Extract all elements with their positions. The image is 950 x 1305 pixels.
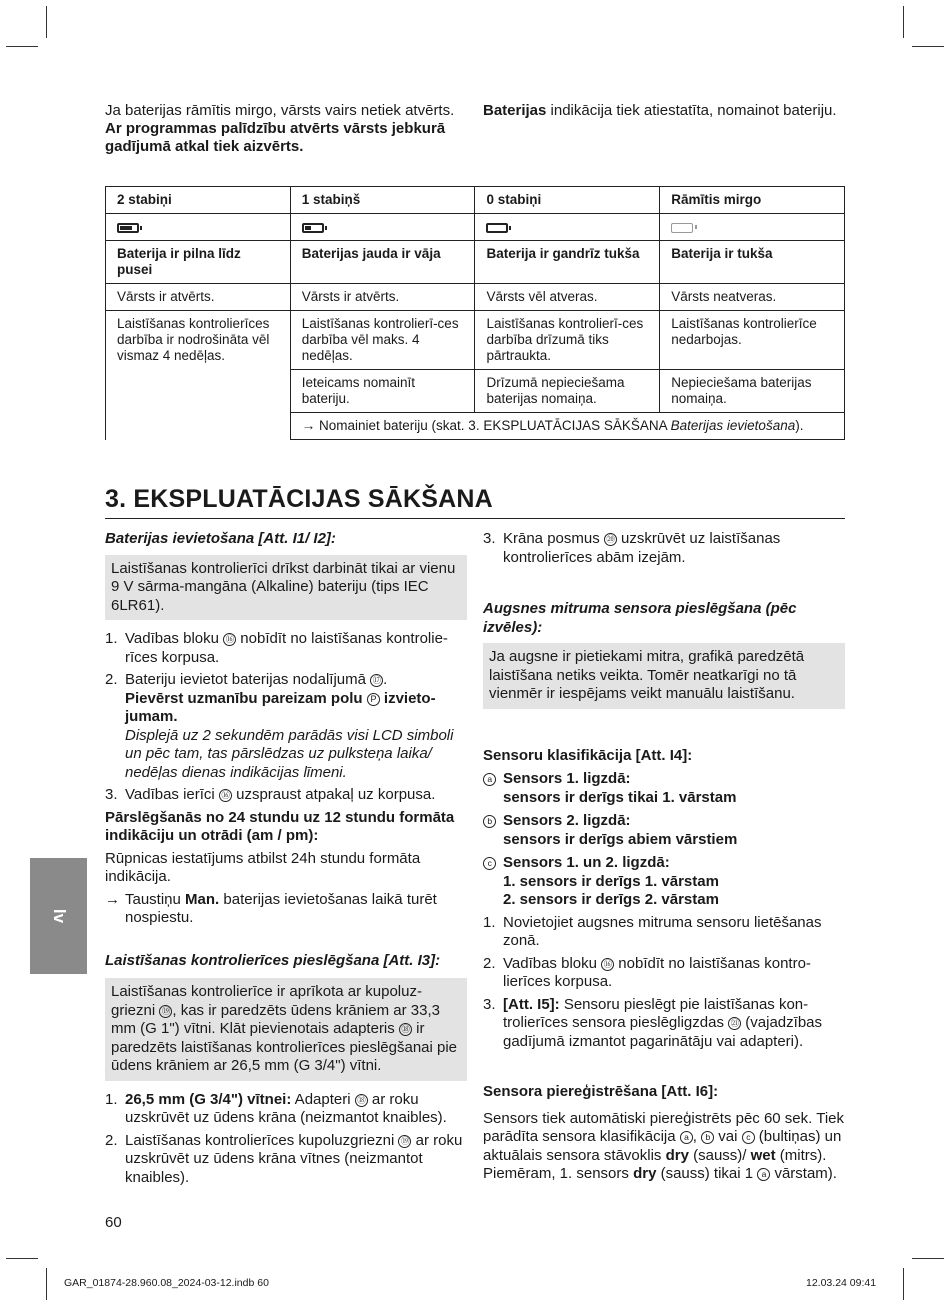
text: Sensoru pieslēgt pie laistīšanas kon-trolierīces sensora pieslēgligzdas [503,995,809,1031]
text: Bateriju ievietot baterijas nodalījumā [125,671,371,688]
class-a-icon: a [483,773,496,786]
list-item [105,671,467,782]
footer-date: 12.03.24 09:41 [806,1277,877,1289]
text: ar roku uzskrūvēt uz ūdens krāna vītnes (neizmantot knaibles). [125,1131,463,1186]
crop-mark [903,6,904,38]
list-item [483,914,845,951]
text: Adapteri [291,1090,355,1108]
table-cell: Laistīšanas kontrolierīce nedarbojas. [660,311,845,370]
ref-16-icon: ⑯ [601,958,614,971]
ref-21-icon: ㉑ [728,1017,741,1030]
text: uzskrūvēt uz laistīšanas kontrolierīces abām izejām. [503,530,781,566]
text: nobīdīt no laistīšanas kontro-lierīces korpusa. [503,954,811,990]
list-text [503,770,845,807]
text: (sauss)/ [688,1146,751,1164]
bold-text: dry [665,1146,689,1164]
battery-two-bars-icon [117,223,139,233]
text: Vadības ierīci [125,786,219,803]
ref-16-icon: ⑯ [219,789,232,802]
text: . [383,671,388,688]
table-cell: Drīzumā nepieciešama baterijas nomaiņa. [475,370,660,413]
list-text [503,996,845,1052]
text: Sensors 2. ligzdā: [503,812,631,829]
text: , kas ir paredzēts ūdens krāniem ar 33,3 mm (G 1") vītni. Klāt pievienotais adapteris [111,1001,440,1037]
ref-16-icon: ⑯ [223,633,236,646]
list-item [483,530,845,567]
list-item [483,854,845,910]
list-item [105,630,467,667]
text: Vadības bloku [503,954,602,972]
text: 2. sensors ir derīgs 2. vārstam [503,891,719,908]
list-text [503,854,845,910]
text: sensors ir derīgs tikai 1. vārstam [503,788,737,806]
language-tab [30,858,87,974]
section-title: 3. EKSPLUATĀCIJAS SĀKŠANA [105,485,493,513]
list-number: 1. [105,1090,118,1108]
list-text [503,955,845,992]
note-italic: Baterijas ievietošana [670,418,796,433]
intro-left [105,102,470,156]
table-cell [290,214,475,241]
list-item [105,1132,467,1188]
table-row [106,214,845,241]
list-text [125,786,467,805]
connect-note [105,978,467,1081]
table-note [290,413,844,440]
class-c-icon: c [483,857,496,870]
ref-18-icon: ⑱ [355,1094,368,1107]
page-number: 60 [105,1214,122,1231]
connect-heading: Laistīšanas kontrolierīces pieslēgšana [Att. I3]: [105,951,441,969]
text: (mitrs). Piemēram, 1. sensors [483,1146,827,1182]
battery-note: Laistīšanas kontrolierīci drīkst darbināt tikai ar vienu 9 V sārma-mangāna (Alkaline) bateriju (tips IEC 6LR61). [105,555,467,621]
list-item [483,955,845,992]
crop-mark [912,1258,944,1259]
text: Sensors 1. ligzdā: [503,770,631,787]
table-cell: Vārsts neatveras. [660,284,845,311]
ref-19-icon: ⑲ [159,1005,172,1018]
bold-text: 26,5 mm (G 3/4") vītnei: [125,1090,292,1108]
arrow-icon: → [105,890,120,908]
bold-text: Pievērst uzmanību pareizam polu [125,689,367,707]
format-heading: Pārslēgšanās no 24 stundu uz 12 stundu formāta indikāciju un otrādi (am / pm): [105,808,455,844]
language-tab-label: lv [49,908,69,924]
class-a-icon: a [757,1168,770,1181]
text: Taustiņu [125,890,186,908]
table-cell [475,214,660,241]
table-cell: Laistīšanas kontrolierīces darbība ir nodrošināta vēl vismaz 4 nedēļas. [106,311,291,440]
list-item [483,770,845,807]
list-item [483,996,845,1052]
text: nobīdīt no laistīšanas kontrolie-rīces korpusa. [125,630,448,666]
list-text [125,891,467,928]
footer-file: GAR_01874-28.960.08_2024-03-12.indb 60 [64,1277,269,1289]
class-c-icon: c [742,1131,755,1144]
list-text [125,1132,467,1188]
battery-heading: Baterijas ievietošana [Att. I1/ I2]: [105,530,336,547]
table-cell: Baterijas jauda ir vāja [290,241,475,284]
crop-mark [912,46,944,47]
class-heading: Sensoru klasifikācija [Att. I4]: [483,746,693,764]
list-text: Novietojiet augsnes mitruma sensoru lietēšanas zonā. [503,913,822,949]
class-a-icon: a [680,1131,693,1144]
list-number: 3. [483,530,496,547]
crop-mark [46,6,47,38]
table-cell [660,214,845,241]
text: sensors ir derīgs abiem vārstiem [503,830,738,848]
text: Sensors 1. un 2. ligzdā: [503,854,670,871]
reg-heading: Sensora piereģistrēšana [Att. I6]: [483,1083,719,1100]
battery-empty-icon [486,223,508,233]
list-number: 3. [105,786,118,803]
bold-text: Man. [185,890,220,908]
text: , [692,1128,702,1145]
text: ar roku uzskrūvēt uz ūdens krāna (neizmantot knaibles). [125,1090,447,1126]
format-text: Rūpnicas iestatījums atbilst 24h stundu formāta indikācija. [105,849,421,885]
bold-text: izvieto-jumam. [125,689,436,725]
left-column [105,530,467,1187]
bold-text: dry [633,1165,657,1182]
text: uzspraust atpakaļ uz korpusa. [231,786,436,803]
bold-text: [Att. I5]: [503,995,560,1013]
reg-text [483,1110,845,1184]
text: (vajadzības gadījumā izmantot pagarinātāju vai adapteri). [503,1014,822,1050]
class-b-icon: b [701,1131,714,1144]
text: baterijas ievietošanas laikā turēt nospiestu. [125,890,437,926]
list-number: 3. [483,995,496,1013]
battery-blinking-frame-icon [671,223,693,233]
text: 1. sensors ir derīgs 1. vārstam [503,872,719,890]
list-item [105,891,467,928]
list-item [483,812,845,849]
text: Sensors tiek automātiski piereģistrēts pēc 60 sek. Tiek parādīta sensora klasifikācija [483,1109,844,1145]
table-cell: Vārsts vēl atveras. [475,284,660,311]
list-item [105,1091,467,1128]
table-header: Rāmītis mirgo [660,187,845,214]
battery-one-bar-icon [302,223,324,233]
battery-table [105,186,845,440]
intro-right [483,102,843,120]
table-cell: Baterija ir gandrīz tukša [475,241,660,284]
section-divider [105,518,845,519]
ref-17-icon: ⑰ [370,674,383,687]
list-text [125,1091,467,1128]
list-number: 2. [105,1131,118,1149]
table-row [106,284,845,311]
table-cell [106,214,291,241]
table-cell: Laistīšanas kontrolierī-ces darbība vēl maks. 4 nedēļas. [290,311,475,370]
sensor-heading: Augsnes mitruma sensora pieslēgšana (pēc izvēles): [483,600,797,636]
intro-left-text: Ja baterijas rāmītis mirgo, vārsts vairs netiek atvērts. [105,102,455,119]
text: vārstam). [770,1165,837,1182]
italic-text: Displejā uz 2 sekundēm parādās visi LCD simboli un pēc tam, tas pārslēdzas uz pulksteņa laika/ nedēļas dienas indikācijas līmeni. [125,726,454,781]
text: ir paredzēts laistīšanas kontrolierīces pieslēgšanai pie ūdens krāniem ar 26,5 mm (G 3/4") vītni. [111,1020,458,1074]
crop-mark [46,1268,47,1300]
table-cell: Nepieciešama baterijas nomaiņa. [660,370,845,413]
ref-18-icon: ⑱ [399,1023,412,1036]
ref-20-icon: ⑳ [604,533,617,546]
crop-mark [6,46,38,47]
table-cell: Baterija ir pilna līdz pusei [106,241,291,284]
list-text [125,630,467,667]
table-cell: Vārsts ir atvērts. [290,284,475,311]
pole-icon: P [367,693,380,706]
bold-text: wet [750,1146,776,1164]
crop-mark [903,1268,904,1300]
text: vai [714,1128,742,1145]
ref-19-icon: ⑲ [398,1135,411,1148]
table-row [106,311,845,370]
intro-right-bold: Baterijas [483,102,547,119]
list-number: 1. [105,630,118,647]
text: (sauss) tikai 1 [656,1165,758,1182]
list-number: 1. [483,913,496,931]
note-text: → Nomainiet bateriju (skat. 3. EKSPLUATĀCIJAS SĀKŠANA [301,418,671,433]
table-cell: Laistīšanas kontrolierī-ces darbība drīzumā tiks pārtraukta. [475,311,660,370]
right-column [483,530,845,1184]
class-b-icon: b [483,815,496,828]
list-text [503,812,845,849]
table-header: 0 stabiņi [475,187,660,214]
table-header: 1 stabiņš [290,187,475,214]
text: Krāna posmus [503,530,604,547]
list-text [125,671,467,782]
list-number: 2. [483,954,496,972]
list-item [105,786,467,805]
list-number: 2. [105,671,118,688]
intro-left-bold: Ar programmas palīdzību atvērts vārsts jebkurā gadījumā atkal tiek aizvērts. [105,120,446,155]
text: (bultiņas) un aktuālais sensora stāvoklis [483,1128,842,1164]
list-text [503,530,845,567]
text: Laistīšanas kontrolierīce ir aprīkota ar kupoluz-griezni [111,983,422,1019]
table-cell: Vārsts ir atvērts. [106,284,291,311]
crop-mark [6,1258,38,1259]
table-header: 2 stabiņi [106,187,291,214]
table-cell: Baterija ir tukša [660,241,845,284]
text: Vadības bloku [125,630,224,647]
sensor-note: Ja augsne ir pietiekami mitra, grafikā paredzētā laistīšana netiks veikta. Tomēr neatkarīgi no tā vienmēr ir iespējams veikt manuālu laistīšanu. [483,643,845,709]
table-row [106,241,845,284]
table-row [106,187,845,214]
intro-right-text: indikācija tiek atiestatīta, nomainot bateriju. [546,102,837,119]
table-cell: Ieteicams nomainīt bateriju. [290,370,475,413]
text: Laistīšanas kontrolierīces kupoluzgriezni [125,1131,399,1149]
note-text: ). [795,418,804,433]
